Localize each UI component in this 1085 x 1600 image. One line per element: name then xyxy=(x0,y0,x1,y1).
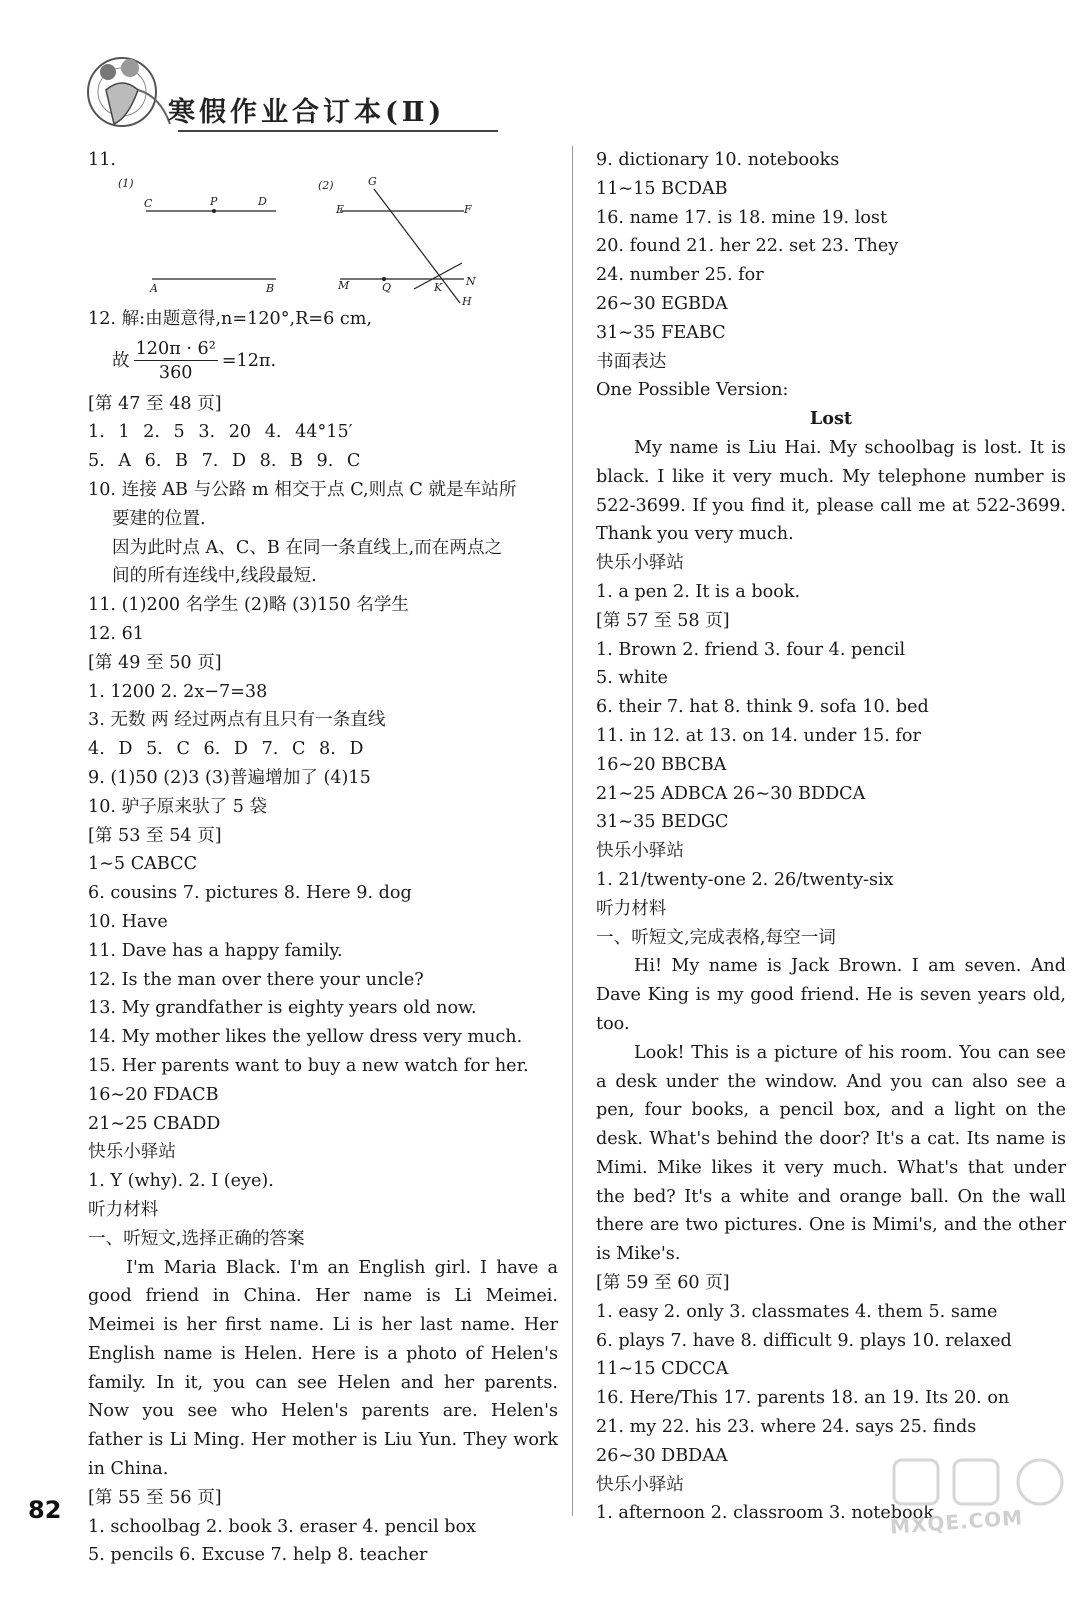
answer-line: 11. (1)200 名学生 (2)略 (3)150 名学生 xyxy=(88,595,410,616)
point-d: D xyxy=(258,194,267,208)
fraction-denominator: 360 xyxy=(158,363,193,384)
answer-line: 11. in 12. at 13. on 14. under 15. for xyxy=(596,725,921,746)
answer-line: 12. 61 xyxy=(88,623,144,644)
answer-line: 1. 1200 2. 2x−7=38 xyxy=(88,681,268,702)
page-number: 82 xyxy=(28,1496,62,1524)
answer-line: 4. D 5. C 6. D 7. C 8. D xyxy=(88,739,364,760)
answer-line: 16∼20 FDACB xyxy=(88,1084,219,1105)
answer-line: 1. a pen 2. It is a book. xyxy=(596,581,801,602)
section-title: [第 53 至 54 页] xyxy=(88,825,222,846)
formula-suffix: =12π. xyxy=(221,351,277,372)
section-title: [第 59 至 60 页] xyxy=(596,1273,730,1294)
section-title: 一、听短文,选择正确的答案 xyxy=(88,1228,305,1249)
answer-line: 26∼30 DBDAA xyxy=(596,1445,728,1466)
answer-line: 5. white xyxy=(596,668,668,689)
answer-line: 1∼5 CABCC xyxy=(88,854,198,875)
point-p: P xyxy=(210,194,218,208)
fairy-logo-icon xyxy=(78,32,174,150)
point-g: G xyxy=(368,174,377,188)
answer-line: 11. xyxy=(88,150,116,170)
answer-line: 6. their 7. hat 8. think 9. sofa 10. bed xyxy=(596,697,929,718)
geometry-figure xyxy=(88,175,558,305)
answer-line: 1. 21/twenty-one 2. 26/twenty-six xyxy=(596,869,894,890)
answer-line: 1. schoolbag 2. book 3. eraser 4. pencil box xyxy=(88,1516,477,1537)
answer-line: 20. found 21. her 22. set 23. They xyxy=(596,236,899,257)
column-divider xyxy=(572,146,573,1516)
page-header xyxy=(78,32,498,150)
formula xyxy=(88,334,558,390)
point-a: A xyxy=(150,281,158,295)
right-column xyxy=(596,146,1066,1528)
answer-line: 13. My grandfather is eighty years old now. xyxy=(88,998,477,1019)
answer-line: 因为此时点 A、C、B 在同一条直线上,而在两点之 xyxy=(112,537,503,558)
point-m: M xyxy=(338,278,350,292)
section-title: 快乐小驿站 xyxy=(596,553,684,574)
answer-line: 9. dictionary 10. notebooks xyxy=(596,150,840,170)
point-c: C xyxy=(144,196,153,210)
fraction xyxy=(134,338,218,385)
parallel-lines-diagram xyxy=(118,175,498,305)
answer-line: 11. Dave has a happy family. xyxy=(88,940,343,961)
answer-line: 24. number 25. for xyxy=(596,265,764,286)
answer-line: 3. 无数 两 经过两点有且只有一条直线 xyxy=(88,710,386,731)
point-h: H xyxy=(462,294,472,305)
answer-line: 5. pencils 6. Excuse 7. help 8. teacher xyxy=(88,1545,428,1566)
section-title: 一、听短文,完成表格,每空一词 xyxy=(596,927,836,948)
answer-line: 12. 解:由题意得,n=120°,R=6 cm, xyxy=(88,308,373,329)
point-q: Q xyxy=(382,280,392,294)
essay-body: My name is Liu Hai. My schoolbag is lost. It is black. I like it very much. My telephone number is 522-3699. If you find it, please call me at 522-3699. Thank you very much. xyxy=(596,437,1066,545)
answer-line: 间的所有连线中,线段最短. xyxy=(112,566,317,587)
section-title: 听力材料 xyxy=(596,898,667,919)
answer-line: 5. A 6. B 7. D 8. B 9. C xyxy=(88,451,361,472)
point-e: E xyxy=(336,202,345,216)
point-f: F xyxy=(464,202,472,216)
answer-line: 11∼15 CDCCA xyxy=(596,1359,729,1380)
answer-line: 10. 连接 AB 与公路 m 相交于点 C,则点 C 就是车站所 xyxy=(88,479,517,500)
answer-line: 15. Her parents want to buy a new watch for her. xyxy=(88,1055,529,1076)
section-title: [第 57 至 58 页] xyxy=(596,610,730,631)
answer-line: 6. plays 7. have 8. difficult 9. plays 10. relaxed xyxy=(596,1330,1012,1351)
left-column xyxy=(88,146,558,1570)
section-title: [第 47 至 48 页] xyxy=(88,393,222,414)
section-title: 快乐小驿站 xyxy=(88,1142,176,1163)
point-b: B xyxy=(266,281,275,295)
point-k: K xyxy=(434,280,443,294)
answer-line: 11∼15 BCDAB xyxy=(596,178,728,199)
listening-passage: Hi! My name is Jack Brown. I am seven. And Dave King is my good friend. He is seven years old, too. xyxy=(596,956,1066,1034)
fig1-label: (1) xyxy=(118,176,134,190)
header-rule xyxy=(178,130,498,132)
listening-passage: Look! This is a picture of his room. You can see a desk under the window. And you can also see a pen, four books, a pencil box, and a light on the desk. What's behind the door? It's a cat. Its name is Mimi. Mike likes it very much. What's that under the bed? It's a white and orange ball. On the wall there are two pictures. One is Mimi's, and the other is Mike's. xyxy=(596,1042,1066,1265)
watermark: MXQE.COM xyxy=(889,1505,1024,1539)
answer-line: 16∼20 BBCBA xyxy=(596,754,727,775)
answer-line: 1. 1 2. 5 3. 20 4. 44°15′ xyxy=(88,422,353,443)
section-title: 快乐小驿站 xyxy=(596,841,684,862)
answer-line: 要建的位置. xyxy=(112,508,206,529)
watermark-logo-icon xyxy=(890,1452,1070,1512)
answer-line: 1. Brown 2. friend 3. four 4. pencil xyxy=(596,639,906,660)
answer-line: 21. my 22. his 23. where 24. says 25. finds xyxy=(596,1417,977,1438)
fig2-label: (2) xyxy=(318,178,334,192)
answer-line: 21∼25 CBADD xyxy=(88,1113,221,1134)
answer-line: 26∼30 EGBDA xyxy=(596,293,728,314)
answer-line: 31∼35 FEABC xyxy=(596,322,726,343)
answer-line: 1. easy 2. only 3. classmates 4. them 5. same xyxy=(596,1301,998,1322)
answer-line: One Possible Version: xyxy=(596,380,789,401)
fraction-numerator: 120π · 6² xyxy=(135,339,216,360)
answer-line: 31∼35 BEDGC xyxy=(596,812,729,833)
section-title: 书面表达 xyxy=(596,351,667,372)
answer-line: 1. afternoon 2. classroom 3. notebook xyxy=(596,1503,934,1524)
answer-line: 1. Y (why). 2. I (eye). xyxy=(88,1171,274,1192)
answer-line: 9. (1)50 (2)3 (3)普遍增加了 (4)15 xyxy=(88,767,371,788)
book-title: 寒假作业合订本(Ⅱ) xyxy=(168,97,446,128)
answer-line: 6. cousins 7. pictures 8. Here 9. dog xyxy=(88,883,412,904)
answer-line: 14. My mother likes the yellow dress very much. xyxy=(88,1027,523,1048)
answer-line: 16. name 17. is 18. mine 19. lost xyxy=(596,207,888,228)
point-n: N xyxy=(466,274,476,288)
answer-line: 21∼25 ADBCA 26∼30 BDDCA xyxy=(596,783,866,804)
answer-line: 16. Here/This 17. parents 18. an 19. Its 20. on xyxy=(596,1388,1010,1409)
section-title: 听力材料 xyxy=(88,1199,159,1220)
answer-line: 10. 驴子原来驮了 5 袋 xyxy=(88,796,268,817)
formula-prefix: 故 xyxy=(112,351,130,372)
section-title: [第 49 至 50 页] xyxy=(88,652,222,673)
answer-line: 12. Is the man over there your uncle? xyxy=(88,969,424,990)
section-title: [第 55 至 56 页] xyxy=(88,1487,222,1508)
essay-title: Lost xyxy=(809,408,853,430)
answer-line: 10. Have xyxy=(88,911,168,932)
section-title: 快乐小驿站 xyxy=(596,1474,684,1495)
listening-passage: I'm Maria Black. I'm an English girl. I have a good friend in China. Her name is Li Meimei. Meimei is her first name. Li is her last name. Her English name is Helen. Here is a photo of Helen's family. In it, you can see Helen and her parents. Now you see who Helen's parents are. Helen's father is Li Ming. Her mother is Liu Yun. They work in China. xyxy=(88,1257,558,1480)
